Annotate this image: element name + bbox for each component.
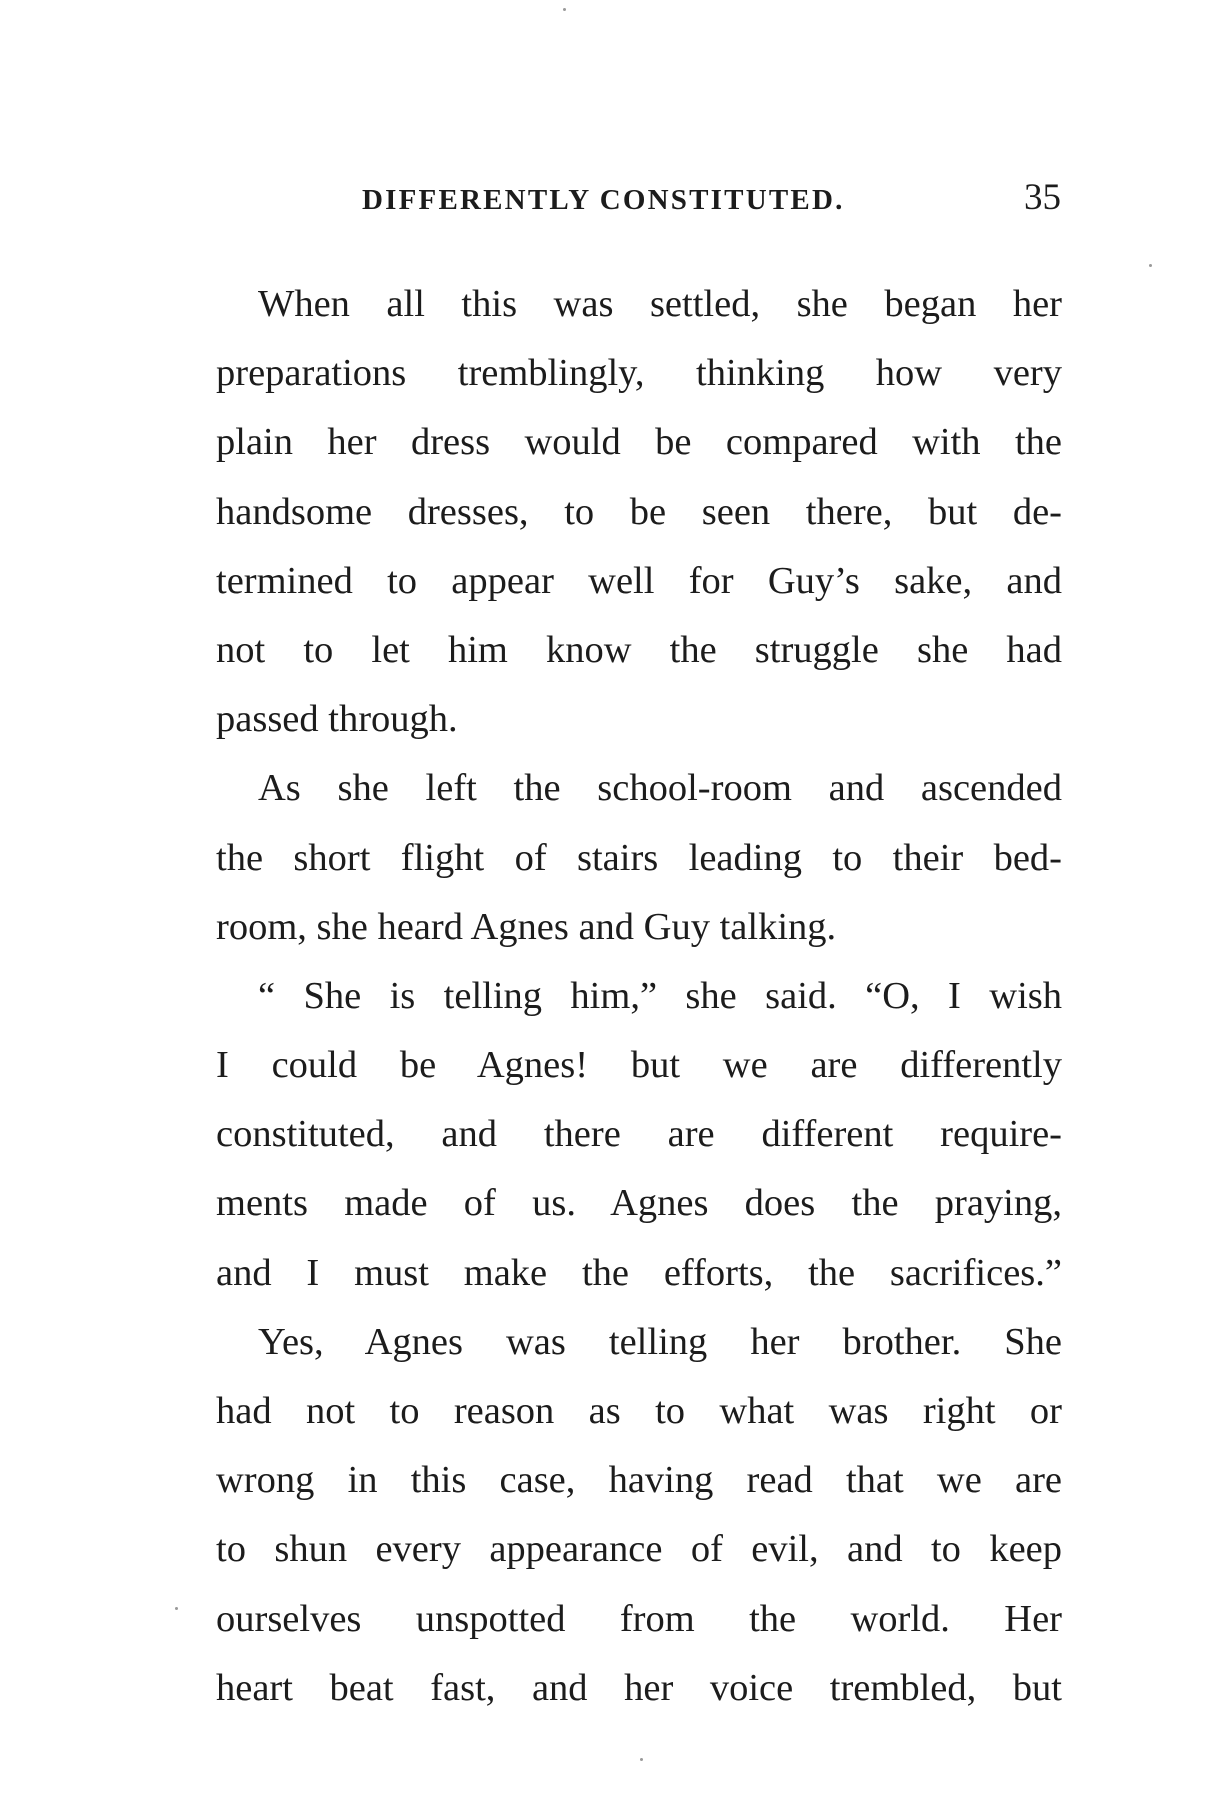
paper-speck <box>640 1758 643 1761</box>
text-line: to shun every appearance of evil, and to keep <box>216 1528 1062 1571</box>
text-line: heart beat fast, and her voice trembled, but <box>216 1666 1062 1709</box>
text-line: had not to reason as to what was right or <box>216 1390 1062 1432</box>
text-line: wrong in this case, having read that we are <box>216 1459 1062 1502</box>
text-line: plain her dress would be compared with the <box>216 421 1062 464</box>
paper-speck <box>175 1607 178 1610</box>
text-line: handsome dresses, to be seen there, but de- <box>216 490 1062 533</box>
text-line: constituted, and there are different require- <box>216 1113 1062 1156</box>
text-line: When all this was settled, she began her <box>258 283 1062 325</box>
text-line: I could be Agnes! but we are differently <box>216 1044 1062 1087</box>
text-line: and I must make the efforts, the sacrifices.” <box>216 1251 1062 1294</box>
text-line: passed through. <box>216 698 458 741</box>
text-line: room, she heard Agnes and Guy talking. <box>216 905 837 948</box>
text-line: ourselves unspotted from the world. Her <box>216 1597 1062 1640</box>
text-line: termined to appear well for Guy’s sake, and <box>216 559 1062 602</box>
text-line: Yes, Agnes was telling her brother. She <box>258 1320 1062 1363</box>
running-title: DIFFERENTLY CONSTITUTED. <box>362 184 845 216</box>
text-line: not to let him know the struggle she had <box>216 628 1062 671</box>
text-line: As she left the school-room and ascended <box>258 767 1062 810</box>
text-line: “ She is telling him,” she said. “O, I wish <box>258 974 1062 1017</box>
text-line: ments made of us. Agnes does the praying, <box>216 1182 1062 1225</box>
body-text <box>216 270 1062 1723</box>
paper-speck <box>563 8 566 11</box>
paper-speck <box>1149 264 1152 267</box>
page-number: 35 <box>1024 177 1061 218</box>
text-line: the short flight of stairs leading to their bed- <box>216 836 1062 879</box>
text-line: preparations tremblingly, thinking how very <box>216 352 1062 395</box>
running-head <box>362 176 1062 226</box>
